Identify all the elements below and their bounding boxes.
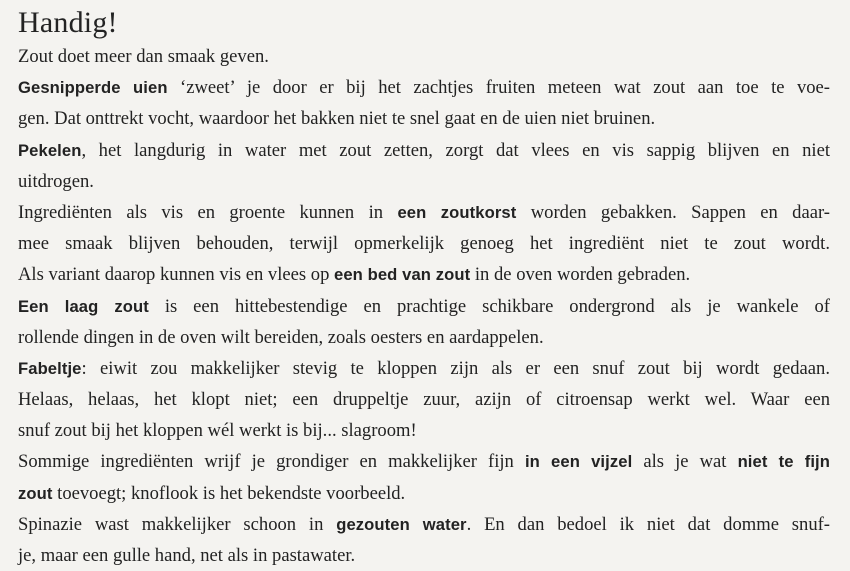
keyword-bold: in een vijzel xyxy=(524,452,633,472)
keyword-bold: Gesnipperde uien xyxy=(18,78,168,98)
text-segment: uitdrogen. xyxy=(18,170,94,192)
text-segment: : eiwit zou makkelijker stevig te kloppen zijn als er een snuf zout bij wordt gedaan. xyxy=(81,357,830,379)
text-segment: toevoegt; knoflook is het bekendste voorbeeld. xyxy=(52,482,406,504)
keyword-bold: Fabeltje xyxy=(18,358,82,378)
keyword-bold: een bed van zout xyxy=(334,265,471,285)
text-segment: Sommige ingrediënten wrijf je grondiger en makkelijker fijn xyxy=(18,451,525,473)
text-line xyxy=(18,41,830,72)
text-segment: is een hittebestendige en prachtige schikbare ondergrond als je wankele of xyxy=(148,295,830,317)
text-line xyxy=(18,291,830,322)
text-segment: in de oven worden gebraden. xyxy=(470,264,691,286)
text-segment: Als variant daarop kunnen vis en vlees op xyxy=(18,264,335,286)
page-title: Handig! xyxy=(18,6,118,39)
text-segment: gen. Dat onttrekt vocht, waardoor het bakken niet te snel gaat en de uien niet bruinen. xyxy=(18,108,656,130)
text-line xyxy=(18,228,830,259)
text-line xyxy=(18,446,830,477)
text-segment: Spinazie wast makkelijker schoon in xyxy=(18,513,337,535)
text-line xyxy=(18,540,830,571)
keyword-bold: zout xyxy=(18,483,53,503)
text-segment: rollende dingen in de oven wilt bereiden, zoals oesters en aardappelen. xyxy=(18,326,544,348)
text-segment: snuf zout bij het kloppen wél werkt is bij... slagroom! xyxy=(18,420,417,442)
keyword-bold: gezouten water xyxy=(336,514,467,534)
text-segment: ‘zweet’ je door er bij het zachtjes fruiten meteen wat zout aan toe te voe- xyxy=(167,77,830,99)
text-segment: , het langdurig in water met zout zetten, zorgt dat vlees en vis sappig blijven en niet xyxy=(81,139,830,161)
text-segment: Ingrediënten als vis en groente kunnen in xyxy=(18,201,398,223)
text-segment: mee smaak blijven behouden, terwijl opmerkelijk genoeg het ingrediënt niet te zout wordt. xyxy=(18,233,830,255)
text-segment: Helaas, helaas, het klopt niet; een druppeltje zuur, azijn of citroensap werkt wel. Waar een xyxy=(18,389,830,411)
body-text xyxy=(18,41,830,571)
text-segment: je, maar een gulle hand, net als in pastawater. xyxy=(18,545,356,566)
text-line xyxy=(18,353,830,384)
text-segment: als je wat xyxy=(632,451,738,473)
text-line xyxy=(18,478,830,509)
text-line xyxy=(18,166,830,197)
text-line xyxy=(18,509,830,540)
keyword-bold: Pekelen xyxy=(18,140,82,160)
text-segment: Zout doet meer dan smaak geven. xyxy=(18,46,269,67)
text-line xyxy=(18,72,830,103)
keyword-bold: een zoutkorst xyxy=(397,202,517,222)
text-line xyxy=(18,103,830,134)
text-line xyxy=(18,259,830,290)
text-line xyxy=(18,135,830,166)
text-line xyxy=(18,322,830,353)
keyword-bold: Een laag zout xyxy=(18,296,149,316)
text-line xyxy=(18,415,830,446)
text-segment: . En dan bedoel ik niet dat domme snuf- xyxy=(466,513,830,535)
text-line xyxy=(18,197,830,228)
text-segment: worden gebakken. Sappen en daar- xyxy=(516,201,830,223)
text-line xyxy=(18,384,830,415)
keyword-bold: niet te fijn xyxy=(737,452,830,472)
